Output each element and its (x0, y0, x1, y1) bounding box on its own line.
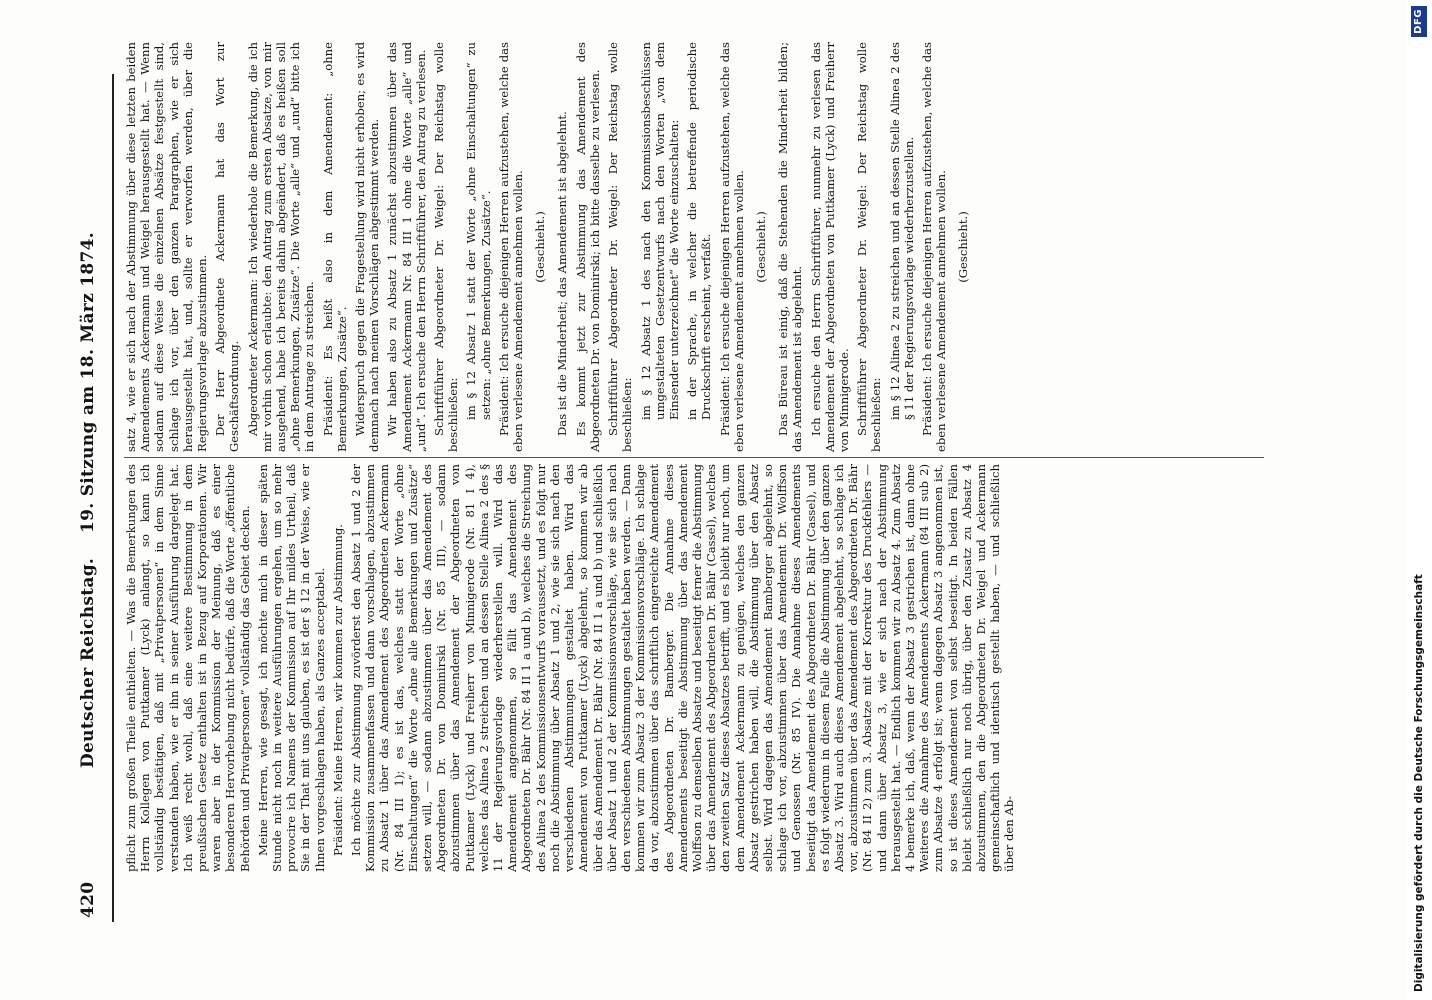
digitization-text: Digitalisierung gefördert durch die Deutsche Forschungsgemeinschaft (1413, 574, 1425, 992)
digitization-note (1406, 0, 1432, 1000)
paragraph: Es kommt jetzt zur Abstimmung das Amendement des Abgeordneten Dr. von Dominirski; ich bitte dasselbe zu verlesen. (573, 42, 602, 452)
right-column (124, 42, 979, 452)
quoted-motion: im § 12 Absatz 1 des nach den Kommissionsbeschlüssen umgestalteten Gesetzentwurfs nach den Worten „von dem Einsender unterzeichnet“ die Worte einzuschalten: (638, 42, 681, 420)
paragraph: Präsident: Ich ersuche diejenigen Herren aufzustehen, welche das eben verlesene Amendement annehmen wollen. (919, 42, 949, 452)
paragraph: Ich ersuche den Herrn Schriftführer, nunmehr zu verlesen das Amendement der Abgeordneten von Puttkamer (Lyck) und Freiherr von Minnigerode. (808, 42, 851, 452)
paragraph: Das Büreau ist einig, daß die Stehenden die Minderheit bilden; das Amendement ist abgelehnt. (776, 42, 805, 452)
title-text: Deutscher Reichstag. (78, 557, 98, 768)
dfg-logo: DFG (1411, 6, 1427, 37)
paragraph: satz 4, wie er sich nach der Abstimmung über diese letzten beiden Amendements Ackermann und Weigel herausgestellt hat. — Wenn sodann auf diese Weise die einzelnen Absätze festgestellt sind, schlage ich vor, über den ganzen Paragraphen, wie er sich herausgestellt hat, und, sollte er verworfen werden, über die Regierungsvorlage abzustimmen. (124, 42, 210, 452)
page-number: 420 (78, 881, 98, 918)
page-title (78, 0, 98, 1000)
paragraph: Wir haben also zu Absatz 1 zunächst abzustimmen über das Amendement Ackermann Nr. 84 III 1 ohne die Worte „alle“ und „und“. Ich ersuche den Herrn Schriftführer, den Antrag zu verlesen. (385, 42, 428, 452)
paragraph: Schriftführer Abgeordneter Dr. Weigel: Der Reichstag wolle beschließen: (606, 42, 635, 452)
quoted-motion: im § 12 Absatz 1 statt der Worte „ohne Einschaltungen“ zu setzen: „ohne Bemerkungen, Zusätze“. (464, 42, 493, 420)
paragraph: Ich möchte zur Abstimmung zuvörderst den Absatz 1 und 2 der Kommission zusammenfassen und dann vorschlagen, abzustimmen zu Absatz 1 über das Amendement des Abgeordneten Ackermann (Nr. 84 III 1); es ist das, welches statt der Worte „ohne Einschaltungen“ die Worte „ohne alle Bemerkungen und Zusätze“ setzen will, — sodann abzustimmen über das Amendement des Abgeordneten Dr. von Dominirski (Nr. 85 III), — sodann abzustimmen über das Amendement der Abgeordneten von Puttkamer (Lyck) und Freiherr von Minnigerode (Nr. 81 I 4), welches das Alinea 2 streichen und an dessen Stelle Alinea 2 des § 11 der Regierungsvorlage wiederherstellen will. Wird das Amendement angenommen, so fällt das Amendement des Abgeordneten Dr. Bähr (Nr. 84 II 1 a und b), welches die Streichung des Alinea 2 des Kommissionsentwurfs voraussetzt, und es folgt nur noch die Abstimmung über Absatz 1 und 2, wie sie sich nach den verschiedenen Abstimmungen gestaltet haben. Wird das Amendement von Puttkamer (Lyck) abgelehnt, so kommen wir ab über das Amendement Dr. Bähr (Nr. 84 II 1 a und b) und schließlich über Absatz 1 und 2 der Kommissionsvorschläge, wie sie sich nach den verschiedenen Abstimmungen gestaltet haben werden. — Dann kommen wir zum Absatz 3 der Kommissionsvorschläge. Ich schlage da vor, abzustimmen über das schriftlich eingereichte Amendement des Abgeordneten Dr. Bamberger. Die Annahme dieses Amendements beseitigt die Abstimmung über das Amendement Wolffson zu demselben Absatze und beseitigt ferner die Abstimmung über das Amendement des Abgeordneten Dr. Bähr (Cassel), welches den zweiten Satz dieses Absatzes betrifft, und es bleibt nur noch, um dem Amendement Ackermann zu genügen, welches den ganzen Absatz gestrichen haben will, die Abstimmung über den Absatz selbst. Wird dagegen das Amendement Bamberger abgelehnt, so schlage ich vor, abzustimmen über das Amendement Dr. Wolffson und Genossen (Nr. 85 IV). Die Annahme dieses Amendements beseitigt das Amendement des Abgeordneten Dr. Bähr (Cassel), und es folgt wiederum in diesem Falle die Abstimmung über den ganzen Absatz 3. Wird auch dieses Amendement abgelehnt, so schlage ich vor, abzustimmen über das Amendement des Abgeordneten Dr. Bähr (Nr. 84 II 2) zum 3. Absatze mit der Korrektur des Druckfehlers — und dann über Absatz 3, wie er sich nach der Abstimmung herausgestellt hat. — Endlich kommen wir zu Absatz 4. Zum Absatz 4 bemerke ich, daß, wenn der Absatz 3 gestrichen ist, dann ohne Weiteres die Annahme des Amendements Ackermann (84 III sub 2) zum Absatze 4 erfolgt ist; wenn dagegen Absatz 3 angenommen ist, so ist dieses Amendement von selbst beseitigt. In beiden Fällen bleibt schließlich nur noch übrig, über den Zusatz zu Absatz 4 abzustimmen, den die Abgeordneten Dr. Weigel und Ackermann gemeinschaftlich und identisch gestellt haben, — und schließlich über den Ab- (349, 464, 1017, 872)
stage-direction: (Geschieht.) (533, 211, 548, 283)
header-rule (112, 74, 114, 922)
paragraph: pflicht zum großen Theile enthielten. — Was die Bemerkungen des Herrn Kollegen von Puttkamer (Lyck) anlangt, so kann ich vollständig bestätigen, daß mit „Privatpersonen“ in dem Sinne verstanden haben, wie er ihn in seiner Ausführung dargelegt hat. Ich weiß recht wohl, daß eine weitere Bestimmung in dem preußischen Gesetz enthalten ist in Bezug auf Korporationen. Wir waren aber in der Kommission der Meinung, daß es einer besonderen Hervorhebung nicht bedürfe, daß die Worte „öffentliche Behörden und Privatpersonen“ vollständig das Gebiet decken. (124, 464, 252, 872)
quoted-motion: im § 12 Alinea 2 zu streichen und an dessen Stelle Alinea 2 des § 11 der Regierungsvorlage wiederherzustellen. (887, 42, 916, 420)
paragraph: Schriftführer Abgeordneter Dr. Weigel: Der Reichstag wolle beschließen: (855, 42, 884, 452)
paragraph: Präsident: Meine Herren, wir kommen zur Abstimmung. (330, 524, 345, 856)
stage-direction: (Geschieht.) (956, 211, 971, 283)
stage-direction: (Geschieht.) (753, 211, 768, 283)
left-column (124, 464, 1021, 872)
paragraph: Präsident: Es heißt also in dem Amendement: „ohne Bemerkungen, Zusätze“. (320, 42, 349, 452)
session-text: 19. Sitzung am 18. März 1874. (78, 232, 98, 533)
paragraph: Schriftführer Abgeordneter Dr. Weigel: Der Reichstag wolle beschließen: (432, 42, 461, 452)
quoted-motion: in der Sprache, in welcher die betreffende periodische Druckschrift erscheint, verfaßt. (685, 42, 714, 420)
paragraph: Der Herr Abgeordnete Ackermann hat das Wort zur Geschäftsordnung. (213, 42, 242, 452)
paragraph: Präsident: Ich ersuche diejenigen Herren aufzustehen, welche das eben verlesene Amendement annehmen wollen. (717, 42, 746, 452)
paragraph: Abgeordneter Ackermann: Ich wiederhole die Bemerkung, die ich mir vorhin schon erlaubte: den Antrag zum ersten Absatze, von mir ausgehend, habe ich bereits dahin abgeändert, daß es heißen soll „ohne Bemerkungen, Zusätze“. Die Worte „alle“ und „und“ bitte ich in dem Antrage zu streichen. (245, 42, 317, 452)
paragraph: Meine Herren, wie gesagt, ich möchte mich in dieser späten Stunde nicht noch in weitere Ausführungen ergehen, um so mehr provocire ich Namens der Kommission auf Ihr mildes Urtheil, daß Sie in der That mit uns glauben, es ist der § 12 in der Weise, wie er Ihnen vorgeschlagen haben, als Ganzes acceptabel. (255, 464, 327, 872)
paragraph: Widerspruch gegen die Fragestellung wird nicht erhoben; es wird demnach nach meinen Vorschlägen abgestimmt werden. (353, 42, 382, 452)
paragraph: Das ist die Minderheit; das Amendement ist abgelehnt. (555, 111, 570, 436)
paragraph: Präsident: Ich ersuche diejenigen Herren aufzustehen, welche das eben verlesene Amendement annehmen wollen. (496, 42, 526, 452)
column-divider (124, 457, 1264, 458)
